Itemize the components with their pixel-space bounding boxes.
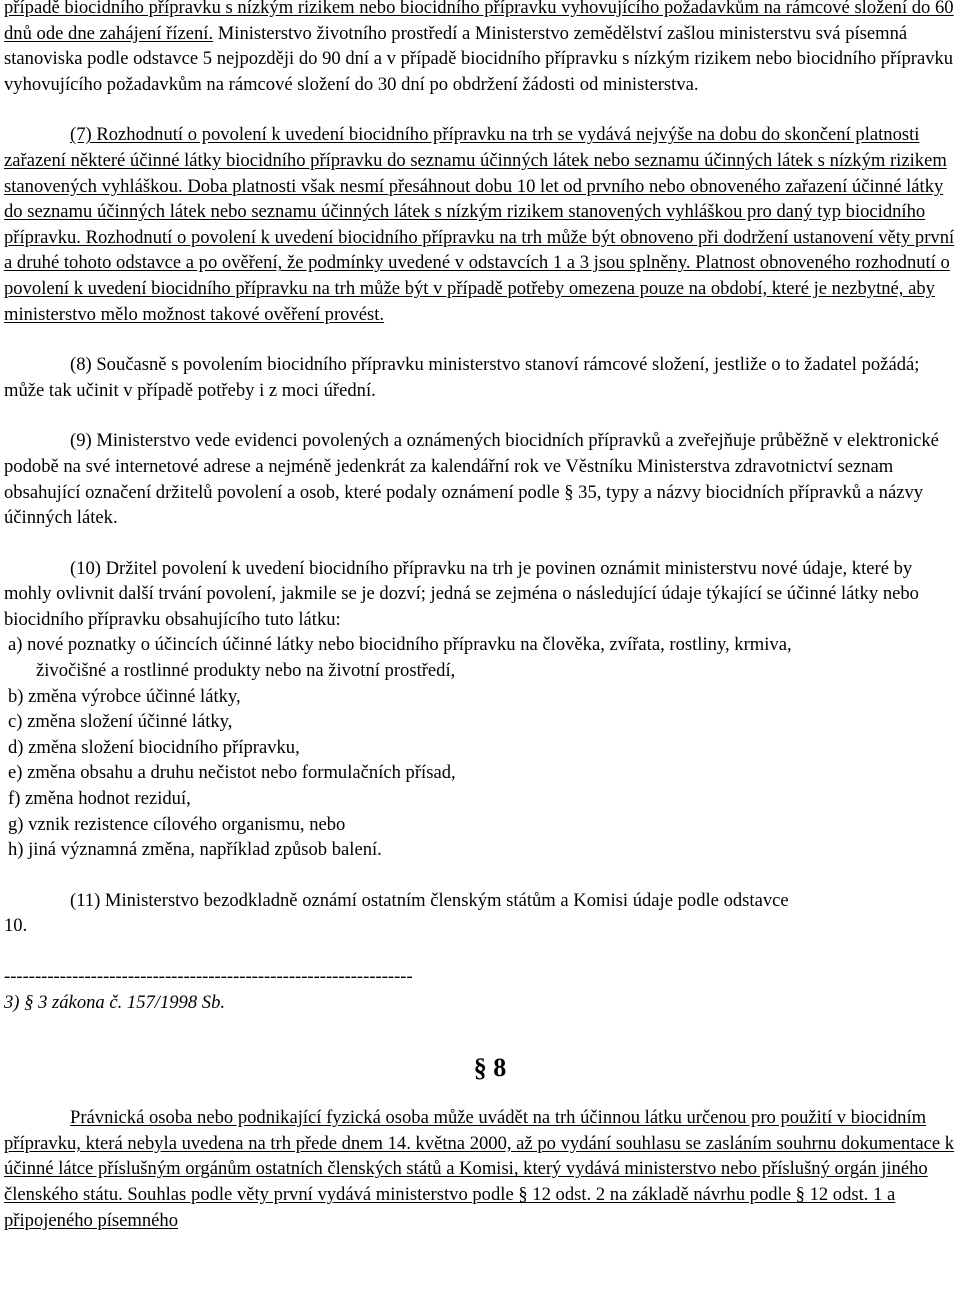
list-item <box>4 632 956 683</box>
list-item <box>4 760 956 786</box>
paragraph-9: (9) Ministerstvo vede evidenci povolených a oznámených biocidních přípravků a zveřejňuje průběžně v elektronické podobě na své internetové adrese a nejméně jedenkrát za kalendářní rok ve Věstníku Ministerstva zdravotnictví seznam obsahující označení držitelů povolení a osob, které podaly oznámení podle § 35, typy a názvy biocidních přípravků a názvy účinných látek. <box>4 430 939 529</box>
list-item-text: e) změna obsahu a druhu nečistot nebo formulačních přísad, <box>8 762 456 784</box>
paragraph-text: Ministerstvo životního prostředí a Ministerstvo zemědělství zašlou ministerstvu svá písemná stanoviska podle odstavce 5 nejpozději do 90 dní a v případě biocidního přípravku s nízkým rizikem nebo biocidního přípravku vyhovujícího požadavkům na rámcové složení do 30 dní po obdržení žádosti od ministerstva. <box>4 22 954 95</box>
paragraph-11-line: (11) Ministerstvo bezodkladně oznámí ostatním členským státům a Komisi údaje podle odstavce <box>70 889 789 911</box>
list-item-text: a) nové poznatky o účincích účinné látky nebo biocidního přípravku na člověka, zvířata, rostliny, krmiva, <box>8 634 792 656</box>
list-item-text: b) změna výrobce účinné látky, <box>8 685 241 707</box>
paragraph-11-tail: 10. <box>4 915 28 937</box>
paragraph-gap <box>4 403 956 428</box>
section-8-paragraph: Právnická osoba nebo podnikající fyzická osoba může uvádět na trh účinnou látku určenou pro použití v biocidním přípravku, která nebyla uvedena na trh přede dnem 14. května 2000, až po vydání souhlasu se zasláním souhrnu dokumentace k účinné látce příslušným orgánům ostatních členských států a Komisi, který vydává ministerstvo nebo příslušný orgán jiného členského státu. Souhlas podle věty první vydává ministerstvo podle § 12 odst. 2 na základě návrhu podle § 12 odst. 1 a připojeného písemného <box>4 1107 955 1231</box>
list-item-text: d) změna složení biocidního přípravku, <box>8 736 300 758</box>
paragraph-10: (10) Držitel povolení k uvedení biocidního přípravku na trh je povinen oznámit ministerstvu nové údaje, které by mohly ovlivnit další trvání povolení, jakmile se je dozví; jedná se zejména o následující údaje týkající se účinné látky nebo biocidního přípravku obsahujícího tuto látku: <box>4 557 919 630</box>
paragraph-7: (7) Rozhodnutí o povolení k uvedení biocidního přípravku na trh se vydává nejvýše na dobu do skončení platnosti zařazení některé účinné látky biocidního přípravku do seznamu účinných látek nebo seznamu účinných látek s nízkým rizikem stanovených vyhláškou. Doba platnosti však nesmí přesáhnout dobu 10 let od prvního nebo obnoveného zařazení účinné látky do seznamu účinných látek nebo seznamu účinných látek s nízkým rizikem stanovených vyhláškou pro daný typ biocidního přípravku. Rozhodnutí o povolení k uvedení biocidního přípravku na trh může být obnoveno při dodržení ustanovení věty první a druhé tohoto odstavce a po ověření, že podmínky uvedené v odstavcích 1 a 3 jsou splněny. Platnost obnoveného rozhodnutí o povolení k uvedení biocidního přípravku na trh může být v případě potřeby omezena pouze na období, které je nezbytné, aby ministerstvo mělo možnost takové ověření provést. <box>4 124 955 325</box>
footnote-separator: ------------------------------------------------------------------ <box>4 966 413 987</box>
underlined-text: případě biocidního přípravku s nízkým rizikem nebo biocidního přípravku vyhovujícího požadavkům na rámcové složení do 60 dnů ode dne zahájení řízení. <box>4 0 954 44</box>
paragraph-gap <box>4 327 956 352</box>
list-item <box>4 786 956 812</box>
list-item-text: g) vznik rezistence cílového organismu, nebo <box>8 813 346 835</box>
list-item-continuation: živočišné a rostlinné produkty nebo na životní prostředí, <box>36 660 456 682</box>
list-item <box>4 735 956 761</box>
list-item-text: c) změna složení účinné látky, <box>8 711 233 733</box>
footnote: 3) § 3 zákona č. 157/1998 Sb. <box>4 991 226 1013</box>
paragraph-gap <box>4 97 956 122</box>
document-page <box>4 0 956 1233</box>
list-item-text: f) změna hodnot reziduí, <box>8 788 191 810</box>
paragraph-8: (8) Současně s povolením biocidního přípravku ministerstvo stanoví rámcové složení, jestliže o to žadatel požádá; může tak učinit v případě potřeby i z moci úřední. <box>4 354 920 401</box>
list-item <box>4 812 956 838</box>
paragraph-gap <box>4 531 956 556</box>
list-item <box>4 709 956 735</box>
list-item <box>4 684 956 710</box>
paragraph-continuation <box>4 0 956 97</box>
paragraph-10-list <box>4 632 956 862</box>
section-heading: § 8 <box>473 1053 507 1083</box>
paragraph-gap <box>4 863 956 888</box>
list-item <box>4 837 956 863</box>
list-item-text: h) jiná významná změna, například způsob balení. <box>8 839 382 861</box>
